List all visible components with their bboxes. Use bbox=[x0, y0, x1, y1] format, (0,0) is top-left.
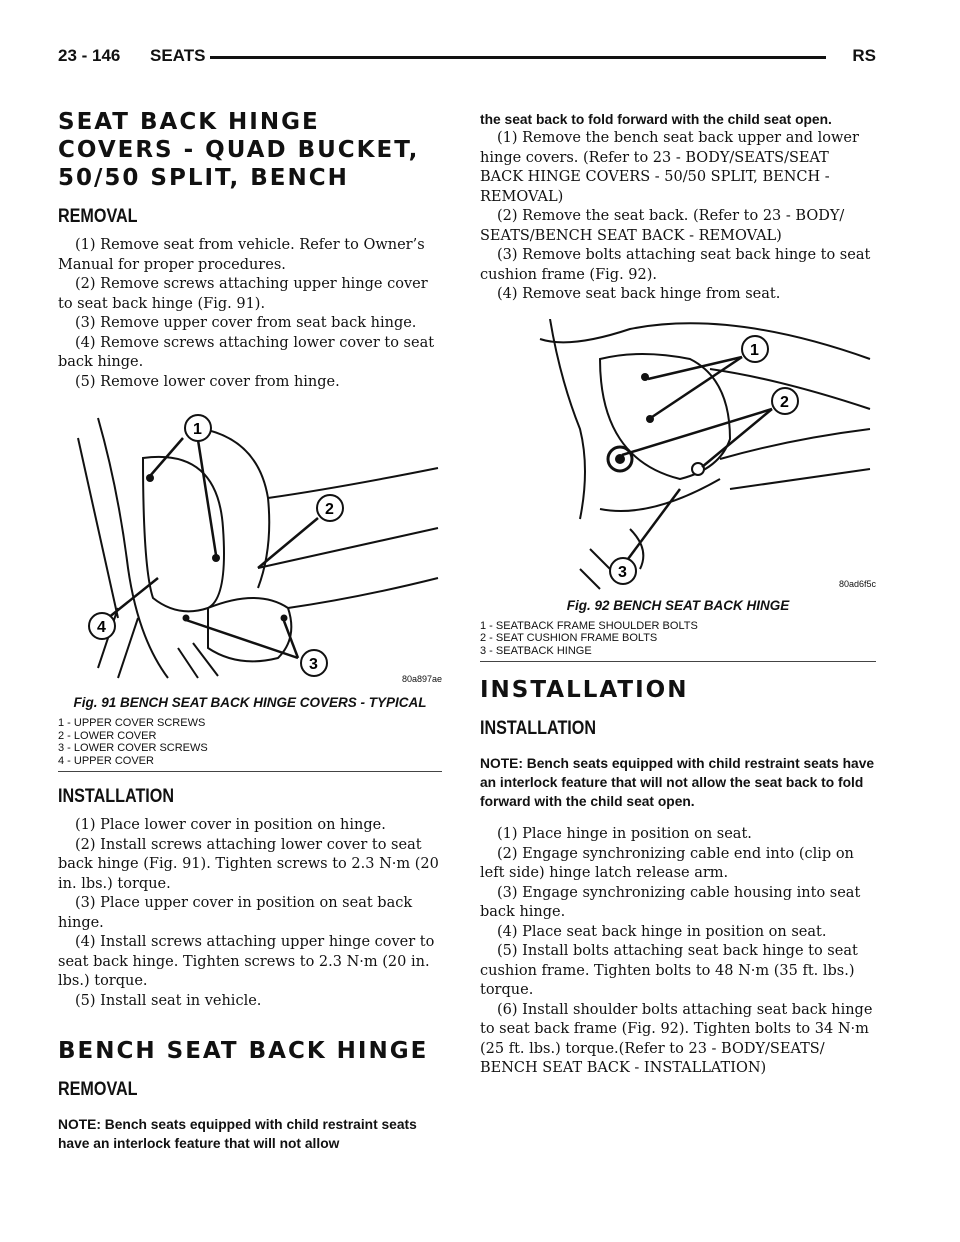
fig91-callout: 1 bbox=[193, 421, 202, 438]
legend-item: 3 - SEATBACK HINGE bbox=[480, 644, 592, 657]
heading-installation: INSTALLATION bbox=[480, 718, 597, 739]
installation-step: (3) Place upper cover in position on seat back hinge. bbox=[58, 895, 413, 931]
legend-item: 4 - UPPER COVER bbox=[58, 754, 154, 767]
removal-step: (3) Remove upper cover from seat back hinge. bbox=[75, 315, 417, 331]
installation-step: (2) Install screws attaching lower cover to seat back hinge (Fig. 91). Tighten screws to 2.3 N·m (20 in. lbs.) torque. bbox=[58, 836, 439, 892]
section-title-installation: INSTALLATION bbox=[480, 677, 689, 703]
removal-step: (2) Remove the seat back. (Refer to 23 - BODY/ SEATS/BENCH SEAT BACK - REMOVAL) bbox=[480, 208, 845, 244]
model-code: RS bbox=[852, 46, 876, 65]
installation-step: (3) Engage synchronizing cable housing into seat back hinge. bbox=[480, 884, 861, 920]
legend-item: 2 - LOWER COVER bbox=[58, 729, 157, 742]
left-column bbox=[58, 108, 442, 1167]
seat-back-hinge-illustration bbox=[480, 319, 876, 591]
hinge-covers-illustration bbox=[58, 408, 442, 688]
removal-step: (1) Remove the bench seat back upper and lower hinge covers. (Refer to 23 - BODY/SEATS/SEAT BACK HINGE COVERS - 50/50 SPLIT, BENCH - REMOVAL) bbox=[480, 130, 859, 205]
removal-step: (4) Remove seat back hinge from seat. bbox=[497, 286, 781, 302]
installation-step: (4) Place seat back hinge in position on seat. bbox=[497, 923, 827, 940]
installation-note: NOTE: Bench seats equipped with child restraint seats have an interlock feature that will not allow the seat back to fold forward with the child seat open. bbox=[480, 756, 875, 809]
section-title-hinge-covers: SEAT BACK HINGE COVERS - QUAD BUCKET, 50/50 SPLIT, BENCH bbox=[58, 109, 420, 191]
page-number: 23 - 146 bbox=[58, 46, 121, 65]
installation-step: (5) Install bolts attaching seat back hinge to seat cushion frame. Tighten bolts to 48 N·m (35 ft. lbs.) torque. bbox=[480, 943, 858, 998]
header-rule bbox=[210, 56, 826, 59]
page-header bbox=[58, 40, 876, 76]
fig91-caption: Fig. 91 BENCH SEAT BACK HINGE COVERS - TYPICAL bbox=[73, 695, 427, 710]
installation-step: (4) Install screws attaching upper hinge cover to seat back hinge. Tighten screws to 2.3 N·m (20 in. lbs.) torque. bbox=[58, 934, 435, 989]
right-column bbox=[480, 110, 876, 1079]
installation-step: (6) Install shoulder bolts attaching seat back hinge to seat back frame (Fig. 92). Tighten bolts to 34 N·m (25 ft. lbs.) torque.(Refer to 23 - BODY/SEATS/ BENCH SEAT BACK - INSTALLATION) bbox=[480, 1001, 873, 1076]
removal-step: (5) Remove lower cover from hinge. bbox=[75, 373, 340, 390]
removal-step: (3) Remove bolts attaching seat back hinge to seat cushion frame (Fig. 92). bbox=[480, 247, 871, 283]
fig92-callout: 1 bbox=[750, 341, 759, 359]
removal-step: (2) Remove screws attaching upper hinge cover to seat back hinge (Fig. 91). bbox=[58, 276, 428, 312]
note-part2: the seat back to fold forward with the child seat open. bbox=[480, 112, 832, 127]
heading-removal: REMOVAL bbox=[58, 206, 138, 227]
legend-item: 1 - SEATBACK FRAME SHOULDER BOLTS bbox=[480, 619, 698, 632]
figure-92 bbox=[480, 319, 876, 591]
heading-removal-2: REMOVAL bbox=[58, 1079, 138, 1100]
fig91-callout: 4 bbox=[97, 619, 106, 636]
section-name: SEATS bbox=[150, 46, 206, 65]
removal-step: (1) Remove seat from vehicle. Refer to Owner’s Manual for proper procedures. bbox=[58, 237, 425, 273]
fig91-code: 80a897ae bbox=[401, 674, 442, 684]
fig92-callout: 2 bbox=[780, 393, 789, 411]
installation-step: (1) Place lower cover in position on hinge. bbox=[75, 817, 386, 833]
heading-installation: INSTALLATION bbox=[58, 786, 175, 807]
fig91-callout: 2 bbox=[325, 501, 334, 518]
fig92-code: 80ad6f5c bbox=[838, 578, 876, 589]
installation-step: (2) Engage synchronizing cable end into (clip on left side) hinge latch release arm. bbox=[480, 845, 854, 881]
fig91-legend bbox=[58, 717, 442, 772]
installation-step: (1) Place hinge in position on seat. bbox=[497, 826, 752, 842]
removal-step: (4) Remove screws attaching lower cover to seat back hinge. bbox=[58, 334, 435, 370]
fig92-legend bbox=[480, 620, 876, 663]
legend-item: 1 - UPPER COVER SCREWS bbox=[58, 717, 206, 729]
legend-item: 2 - SEAT CUSHION FRAME BOLTS bbox=[480, 632, 658, 644]
fig92-callout: 3 bbox=[618, 563, 627, 581]
fig92-caption: Fig. 92 BENCH SEAT BACK HINGE bbox=[566, 597, 790, 613]
note-part1: NOTE: Bench seats equipped with child restraint seats have an interlock feature that will not allow bbox=[58, 1117, 417, 1151]
legend-item: 3 - LOWER COVER SCREWS bbox=[58, 742, 208, 754]
figure-91 bbox=[58, 408, 442, 688]
section-title-bench-hinge: BENCH SEAT BACK HINGE bbox=[58, 1038, 429, 1064]
fig91-callout: 3 bbox=[309, 656, 318, 673]
installation-step: (5) Install seat in vehicle. bbox=[75, 992, 262, 1009]
